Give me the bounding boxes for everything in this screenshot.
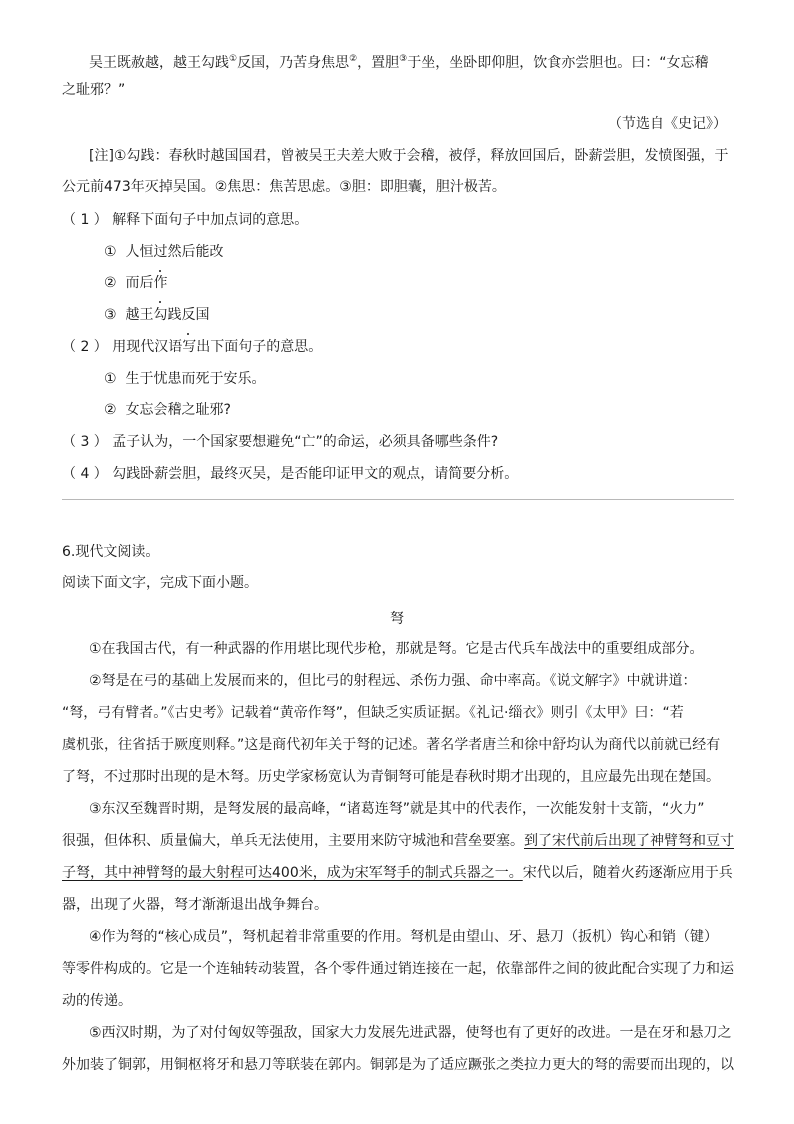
question-2-item-2 bbox=[104, 395, 231, 426]
section-instruction: 阅读下面文字，完成下面小题。 bbox=[62, 575, 258, 591]
item-text: 越王勾践 bbox=[125, 307, 182, 323]
question-1: （ 1 ） 解释下面句子中加点词的意思。 bbox=[62, 212, 309, 228]
footnote-marker: ② bbox=[349, 54, 358, 64]
classical-line-1 bbox=[89, 44, 709, 79]
classical-text: 吴王既赦越，越王勾践 bbox=[89, 55, 229, 71]
classical-text: 反国，乃苦身焦思 bbox=[237, 55, 350, 71]
question-1-item-1 bbox=[104, 237, 223, 268]
item-text: 女忘会稽之耻邪? bbox=[125, 402, 231, 418]
item-text: 国 bbox=[195, 307, 210, 323]
emphasis-dot-word: 作 bbox=[153, 268, 167, 299]
paragraph-4-line-2: 等零件构成的。它是一个连轴转动装置，各个零件通过销连接在一起，依靠部件之间的彼此配合实现了力和运 bbox=[62, 961, 734, 977]
underlined-sentence: 子弩，其中神臂弩的最大射程可达400米，成为宋军弩手的制式兵器之一。 bbox=[62, 865, 523, 881]
paragraph-5-line-2: 外加装了铜郭，用铜枢将牙和悬刀等联装在郭内。铜郭是为了适应蹶张之类拉力更大的弩的需要而出现的，以 bbox=[62, 1057, 734, 1073]
classical-line-2: 之耻邪？” bbox=[62, 82, 126, 98]
source-citation: （节选自《史记》） bbox=[608, 116, 727, 132]
item-number: ② bbox=[104, 402, 117, 418]
article-title: 弩 bbox=[390, 611, 404, 627]
paragraph-3-line-3 bbox=[62, 858, 733, 889]
paragraph-1: ①在我国古代，有一种武器的作用堪比现代步枪，那就是弩。它是古代兵车战法中的重要组成部分。 bbox=[89, 641, 704, 657]
annotation-line-1: [注]①勾践：春秋时越国国君，曾被吴王夫差大败于会稽，被俘，释放回国后，卧薪尝胆，发愤图强，于 bbox=[89, 148, 729, 164]
paragraph-4-line-3: 动的传递。 bbox=[62, 993, 132, 1009]
paragraph-3-line-2 bbox=[62, 826, 734, 857]
section-heading: 6.现代文阅读。 bbox=[62, 544, 160, 560]
item-number: ① bbox=[104, 244, 117, 260]
classical-text: ，置胆 bbox=[357, 55, 400, 71]
emphasis-dot-word: 反 bbox=[181, 300, 195, 331]
footnote-marker: ③ bbox=[399, 54, 408, 64]
classical-text: 于坐，坐卧即仰胆，饮食亦尝胆也。曰：“女忘稽 bbox=[407, 55, 709, 71]
paragraph-2-line-3: 虞机张，往省括于厥度则释。”这是商代初年关于弩的记述。著名学者唐兰和徐中舒均认为商代以前就已经有 bbox=[62, 737, 721, 753]
paragraph-3-line-1: ③东汉至魏晋时期，是弩发展的最高峰，“诸葛连弩”就是其中的代表作，一次能发射十支箭，“火力” bbox=[89, 801, 705, 817]
question-2-item-1 bbox=[104, 364, 265, 395]
question-1-item-3 bbox=[104, 300, 209, 331]
footnote-marker: ① bbox=[229, 54, 238, 64]
item-number: ① bbox=[104, 371, 117, 387]
item-text: 然后能改 bbox=[167, 244, 224, 260]
paragraph-text: 很强，但体积、质量偏大，单兵无法使用，主要用来防守城池和营垒要塞。 bbox=[62, 833, 524, 849]
annotation-line-2: 公元前473年灭掉吴国。②焦思：焦苦思虑。③胆：即胆囊，胆汁极苦。 bbox=[62, 179, 506, 195]
paragraph-text: 宋代以后，随着火药逐渐应用于兵 bbox=[522, 865, 733, 881]
section-divider bbox=[62, 499, 734, 500]
question-2: （ 2 ） 用现代汉语写出下面句子的意思。 bbox=[62, 339, 323, 355]
item-text: 而后 bbox=[125, 275, 154, 291]
underlined-sentence: 到了宋代前后出现了神臂弩和豆寸 bbox=[524, 833, 734, 849]
item-text: 人恒 bbox=[125, 244, 154, 260]
question-3: （ 3 ） 孟子认为，一个国家要想避免“亡”的命运，必须具备哪些条件? bbox=[62, 434, 499, 450]
emphasis-dot-word: 过 bbox=[153, 237, 167, 268]
paragraph-2-line-4: 了弩，不过那时出现的是木弩。历史学家杨宽认为青铜弩可能是春秋时期才出现的，且应最先出现在楚国。 bbox=[62, 769, 720, 785]
item-text: 生于忧患而死于安乐。 bbox=[125, 371, 266, 387]
question-1-item-2 bbox=[104, 268, 167, 299]
paragraph-3-line-4: 器，出现了火器，弩才渐渐退出战争舞台。 bbox=[62, 897, 328, 913]
item-number: ② bbox=[104, 275, 117, 291]
paragraph-2-line-1: ②弩是在弓的基础上发展而来的，但比弓的射程远、杀伤力强、命中率高。《说文解字》中就讲道： bbox=[89, 673, 697, 689]
item-number: ③ bbox=[104, 307, 117, 323]
paragraph-2-line-2: “弩，弓有臂者。”《古史考》记载着“黄帝作弩”，但缺乏实质证据。《礼记·缁衣》则引《太甲》曰：“若 bbox=[62, 705, 684, 721]
paragraph-5-line-1: ⑤西汉时期，为了对付匈奴等强敌，国家大力发展先进武器，使弩也有了更好的改进。一是在牙和悬刀之 bbox=[89, 1025, 732, 1041]
paragraph-4-line-1: ④作为弩的“核心成员”，弩机起着非常重要的作用。弩机是由望山、牙、悬刀（扳机）钩心和销（键） bbox=[89, 929, 719, 945]
question-4: （ 4 ） 勾践卧薪尝胆，最终灭吴，是否能印证甲文的观点，请简要分析。 bbox=[62, 466, 519, 482]
